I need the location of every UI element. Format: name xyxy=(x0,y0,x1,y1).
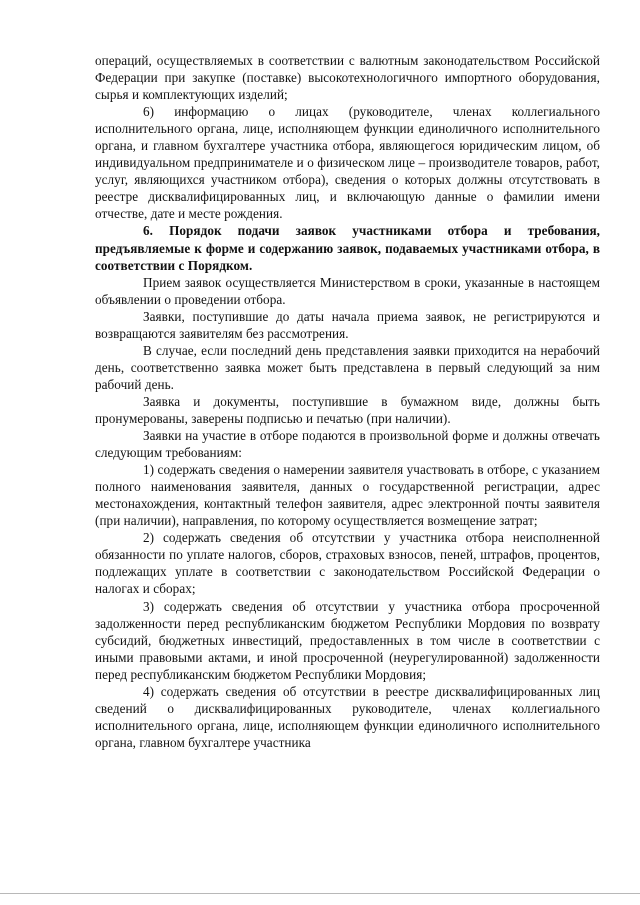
paragraph-early-applications: Заявки, поступившие до даты начала приема заявок, не регистрируются и возвращаются заявителям без рассмотрения. xyxy=(95,308,600,341)
paragraph-paper-documents: Заявка и документы, поступившие в бумажном виде, должны быть пронумерованы, заверены подписью и печатью (при наличии). xyxy=(95,393,600,426)
paragraph-application-form: Заявки на участие в отборе подаются в произвольной форме и должны отвечать следующим требованиям: xyxy=(95,428,600,461)
paragraph-requirement-1: 1) содержать сведения о намерении заявителя участвовать в отборе, с указанием полного наименования заявителя, данных о государственной регистрации, адрес местонахождения, контактный телефон заявителя, адрес электронной почты заявителя (при наличии), направления, по которому осуществляется возмещение затрат; xyxy=(95,462,600,529)
paragraph-currency-operations: операций, осуществляемых в соответствии с валютным законодательством Российской Федерации при закупке (поставке) высокотехнологичного импортного оборудования, сырья и комплектующих изделий; xyxy=(95,53,600,103)
paragraph-acceptance-terms: Прием заявок осуществляется Министерством в сроки, указанные в настоящем объявлении о проведении отбора. xyxy=(95,274,600,307)
paragraph-item-6-persons-info: 6) информацию о лицах (руководителе, членах коллегиального исполнительного органа, лице, исполняющем функции единоличного исполнительного органа, и главном бухгалтере участника отбора, являющегося юридическим лицом, об индивидуальном предпринимателе и о физическом лице – производителе товаров, работ, услуг, являющихся участником отбора), сведения о которых должны отсутствовать в реестре дисквалифицированных лиц, и включающую данные о фамилии имени отчестве, дате и месте рождения. xyxy=(95,104,600,222)
paragraph-non-working-day: В случае, если последний день представления заявки приходится на нерабочий день, соответственно заявка может быть представлена в первый следующий за ним рабочий день. xyxy=(95,342,600,392)
section-heading-6: 6. Порядок подачи заявок участниками отбора и требования, предъявляемые к форме и содержанию заявок, подаваемых участниками отбора, в соответствии с Порядком. xyxy=(95,223,600,273)
document-page xyxy=(95,52,600,751)
page-bottom-edge xyxy=(0,893,640,894)
paragraph-requirement-4: 4) содержать сведения об отсутствии в реестре дисквалифицированных лиц сведений о дисквалифицированных руководителе, членах коллегиального исполнительного органа, лице, исполняющем функции единоличного исполнительного органа, главном бухгалтере участника xyxy=(95,683,600,750)
paragraph-requirement-2: 2) содержать сведения об отсутствии у участника отбора неисполненной обязанности по уплате налогов, сборов, страховых взносов, пеней, штрафов, процентов, подлежащих уплате в соответствии с законодательством Российской Федерации о налогах и сборах; xyxy=(95,530,600,597)
paragraph-requirement-3: 3) содержать сведения об отсутствии у участника отбора просроченной задолженности перед республиканским бюджетом Республики Мордовия по возврату субсидий, бюджетных инвестиций, предоставленных в том числе в соответствии с иными правовыми актами, и иной просроченной (неурегулированной) задолженности перед республиканским бюджетом Республики Мордовия; xyxy=(95,598,600,682)
